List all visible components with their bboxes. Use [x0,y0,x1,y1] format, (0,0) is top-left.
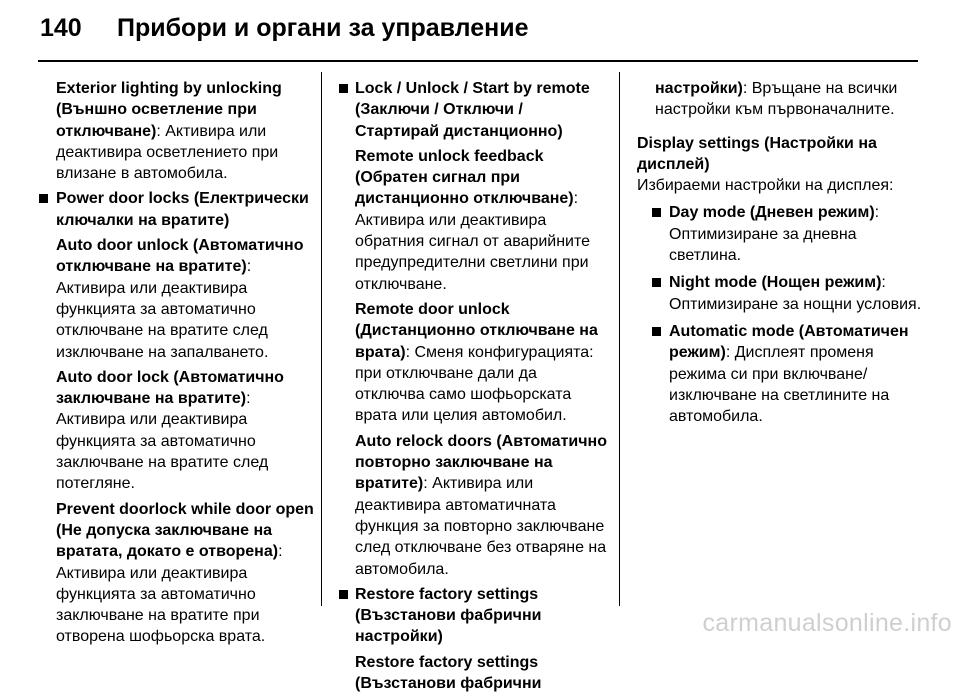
option-description: : Сменя конфигурацията: при отключване дали да отключва само шофьорската врата или целия автомобил. [355,343,594,425]
bullet-square-icon [339,590,348,599]
option-title: Auto relock doors (Автоматично повторно заключване на вратите) [355,432,607,493]
bullet-square-icon [39,194,48,203]
option-description: : Активира или деактивира функцията за автоматично заключване на вратите при отворена шофьорска врата. [56,543,283,646]
column-divider [619,72,620,606]
bullet-title: Day mode (Дневен режим) [669,204,875,222]
bullet-title: Lock / Unlock / Start by remote (Заключи / Отключи / Стартирай дистанционно) [355,80,590,140]
section-intro: Избираеми настройки на дисплея: [637,177,894,195]
bullet-square-icon [652,327,661,336]
option-title: Remote unlock feedback (Обратен сигнал при дистанционно отключване) [355,147,574,208]
option-description: : Оптимизиране за нощни условия. [669,274,922,313]
bullet-item [338,78,608,580]
option-description: : Връщане на всички настройки към първоначалните. [655,80,898,119]
option-description: : Активира или деактивира функцията за автоматично заключване на вратите след потегляне. [56,390,269,493]
bullet-title: Automatic mode (Автоматичен режим) [669,322,909,362]
option-entry [355,299,608,427]
bullet-square-icon [339,84,348,93]
bullet-item [651,321,922,427]
bullet-item [338,584,608,694]
option-title: Remote door unlock (Дистанционно отключване на врата) [355,300,598,361]
option-title: Restore factory settings (Възстанови фабрични [355,653,542,693]
option-entry [56,367,324,495]
option-title: Exterior lighting by unlocking (Външно осветление при отключване) [56,80,282,140]
option-description: : Активира или деактивира функцията за автоматично отключване на вратите след изключване на запалването. [56,258,269,361]
option-title: Auto door lock (Автоматично заключване на вратите) [56,368,284,408]
bullet-item [651,272,922,315]
option-description: : Активира или деактивира обратния сигнал от аварийните предупредителни светлини при отключване. [355,190,591,293]
option-title: настройки) [655,80,743,97]
column-3 [637,78,922,431]
page-title: Прибори и органи за управление [117,14,529,42]
bullet-title: Power door locks (Електрически ключалки на вратите) [56,190,309,229]
bullet-item [38,188,324,647]
option-entry [56,235,324,363]
bullet-square-icon [652,208,661,217]
bullet-item [651,202,922,266]
bullet-title: Night mode (Нощен режим) [669,274,882,292]
option-entry [355,146,608,295]
section-heading: Display settings (Настройки на дисплей) [637,134,877,173]
bullet-title: Restore factory settings (Възстанови фабрични настройки) [355,585,542,646]
option-description: : Дисплеят променя режима си при включване/ изключване на светлините на автомобила. [669,344,890,426]
option-entry [637,78,922,121]
option-entry [38,78,324,184]
header-rule [38,60,918,62]
column-1 [38,78,324,652]
option-entry [355,652,608,695]
option-title: Prevent doorlock while door open (Не допуска заключване на вратата, докато е отворена) [56,500,314,561]
page-number: 140 [40,14,82,42]
option-entry [56,499,324,648]
option-description: : Активира или деактивира автоматичната функция за повторно заключване след отключване без отваряне на автомобила. [355,475,607,578]
option-description: : Активира или деактивира осветлението при влизане в автомобила. [56,122,279,183]
option-title: Auto door unlock (Автоматично отключване на вратите) [56,237,304,276]
bullet-square-icon [652,278,661,287]
option-entry [355,431,608,580]
option-description: : Оптимизиране за дневна светлина. [669,204,880,265]
watermark: carmanualsonline.info [702,609,952,637]
column-2 [338,78,608,698]
